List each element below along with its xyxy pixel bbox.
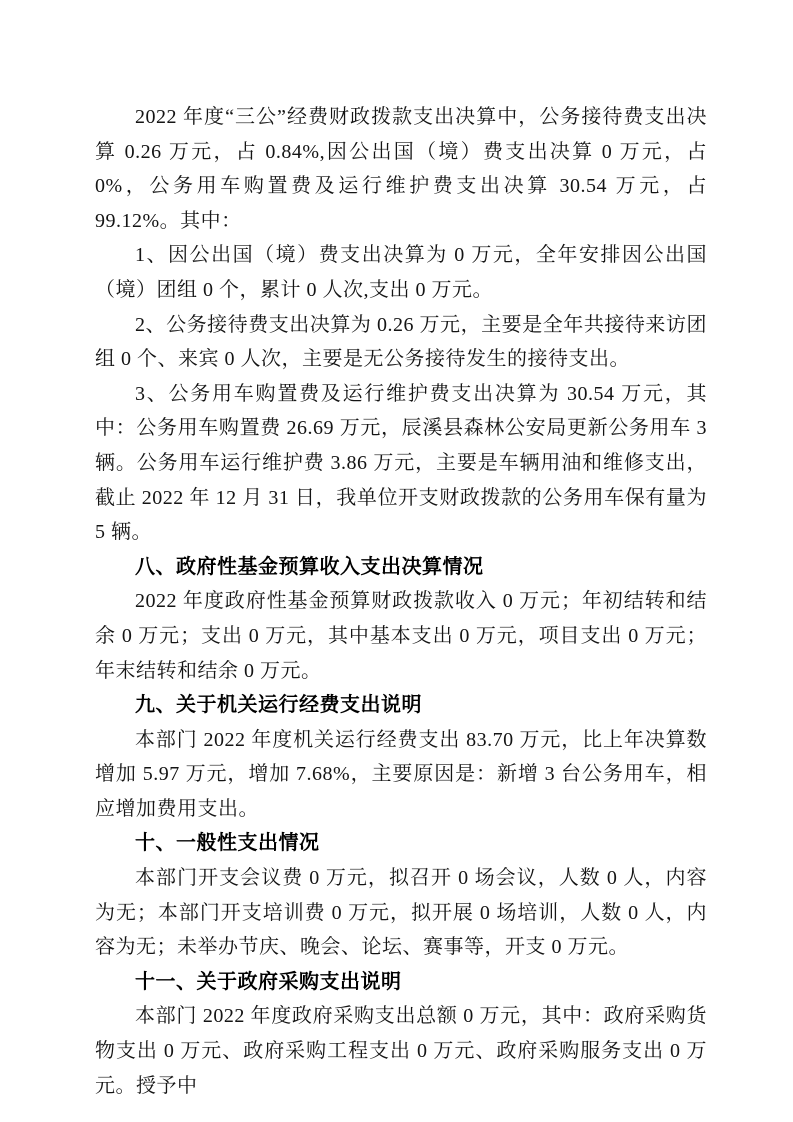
para-item-1-abroad-expense: 1、因公出国（境）费支出决算为 0 万元，全年安排因公出国（境）团组 0 个，累计 0 人次,支出 0 万元。 <box>95 244 707 301</box>
document-content <box>95 100 707 1103</box>
para-section-10-body: 本部门开支会议费 0 万元，拟召开 0 场会议，人数 0 人，内容为无；本部门开支培训费 0 万元，拟开展 0 场培训，人数 0 人，内容为无；未举办节庆、晚会、论坛、赛事等，开支 0 万元。 <box>95 867 707 959</box>
heading-section-9-operating-expense: 九、关于机关运行经费支出说明 <box>135 694 422 717</box>
para-sangong-overview: 2022 年度“三公”经费财政拨款支出决算中，公务接待费支出决算 0.26 万元，占 0.84%,因公出国（境）费支出决算 0 万元，占 0%，公务用车购置费及运行维护费支出决算 30.54 万元，占 99.12%。其中： <box>95 106 707 232</box>
para-item-3-vehicle-expense: 3、公务用车购置费及运行维护费支出决算为 30.54 万元，其中：公务用车购置费 26.69 万元，辰溪县森林公安局更新公务用车 3 辆。公务用车运行维护费 3.86 万元，主要是车辆用油和维修支出，截止 2022 年 12 月 31 日，我单位开支财政拨款的公务用车保有量为 5 辆。 <box>95 382 707 544</box>
para-section-8-body: 2022 年度政府性基金预算财政拨款收入 0 万元；年初结转和结余 0 万元；支出 0 万元，其中基本支出 0 万元，项目支出 0 万元；年末结转和结余 0 万元。 <box>95 590 707 682</box>
heading-section-8-gov-fund-budget: 八、政府性基金预算收入支出决算情况 <box>135 555 484 578</box>
para-section-11-body: 本部门 2022 年度政府采购支出总额 0 万元，其中：政府采购货物支出 0 万元、政府采购工程支出 0 万元、政府采购服务支出 0 万元。授予中 <box>95 1005 707 1097</box>
heading-section-10-general-expense: 十、一般性支出情况 <box>135 832 320 855</box>
para-section-9-body: 本部门 2022 年度机关运行经费支出 83.70 万元，比上年决算数增加 5.97 万元，增加 7.68%，主要原因是：新增 3 台公务用车，相应增加费用支出。 <box>95 728 707 820</box>
heading-section-11-gov-procurement: 十一、关于政府采购支出说明 <box>135 970 402 993</box>
para-item-2-reception-expense: 2、公务接待费支出决算为 0.26 万元，主要是全年共接待来访团组 0 个、来宾 0 人次，主要是无公务接待发生的接待支出。 <box>95 313 707 371</box>
